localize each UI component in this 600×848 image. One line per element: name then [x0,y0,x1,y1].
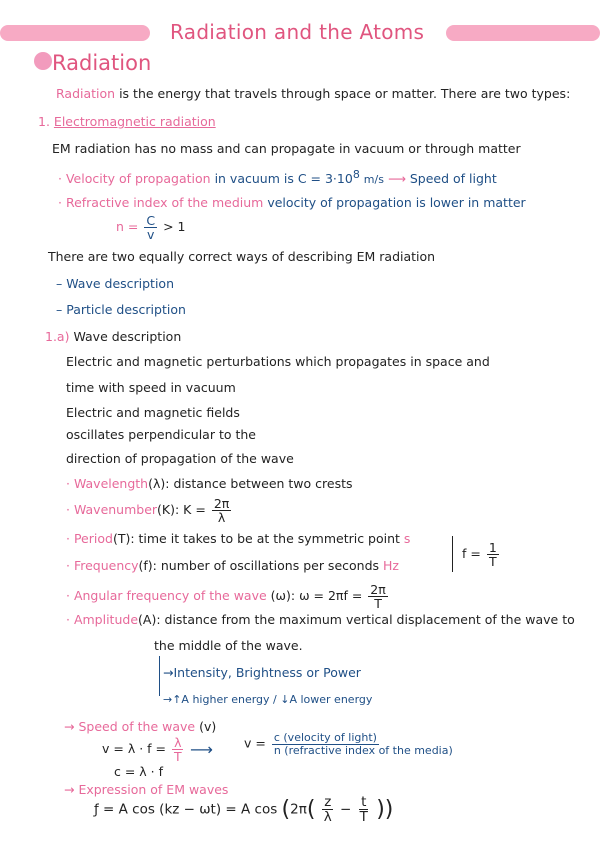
refractive-label: Refractive index of the medium [65,195,264,210]
speed-eq1 [102,736,186,763]
page-title: Radiation and the Atoms [170,20,425,44]
velocity-exp: 8 [352,168,360,181]
speed-eq1-fraction: $\frac{\lambda}{T}$ [173,735,182,765]
wave-line-5: direction of propagation of the wave [66,451,294,466]
refractive-gt: > 1 [163,219,186,235]
subsection-em-heading [38,114,216,129]
wavenumber-fraction: $\frac{2\pi}{\lambda}$ [213,496,230,526]
speed-sym: (v) [199,719,217,734]
expression-eq: ƒ = A cos (kz − ωt) = A cos (2π( $\frac{z}{\lambda}$ − $\frac{t}{T}$ )) [94,794,394,826]
refractive-fraction: $\frac{C}{v}$ [146,213,156,243]
speed-eq3: c = λ · f [114,764,164,779]
frequency-text: (f): number of oscillations per seconds [138,558,380,573]
expression-minus: − [340,801,352,818]
wavelength-line: · Wavelength(λ): distance between two crests [66,476,353,491]
freq-formula-fraction: $\frac{1}{T}$ [488,540,497,570]
subsection-number: 1. [38,114,50,129]
period-unit: s [403,531,411,546]
expression-2pi: 2π [290,801,307,818]
intro-term: Radiation [56,86,116,101]
frequency-unit: Hz [383,558,399,573]
wave-line-1: Electric and magnetic perturbations which propagates in space and [66,354,490,369]
angular-line: · Angular frequency of the wave (ω): ω = 2πf = $\frac{2\pi}{T}$ [66,582,386,612]
frequency-label: Frequency [73,558,139,573]
speed-eq1-lhs: v = λ · f = [102,741,166,757]
freq-formula-lhs: f = [462,546,481,562]
period-label: Period [73,531,113,546]
amplitude-b2-text: ↑A higher energy / ↓A lower energy [172,693,373,706]
velocity-units: m/s [363,173,384,187]
amplitude-connector [159,656,160,696]
speed-arrow: ⟶ [190,740,213,759]
wavelength-label: Wavelength [73,476,149,491]
title-bar-left [0,25,150,41]
amplitude-label: Amplitude [73,612,139,627]
refractive-formula [116,214,185,241]
section-bullet-icon [34,52,52,70]
intro-text: is the energy that travels through space or matter. There are two types: [119,86,571,101]
amplitude-line: · Amplitude(A): distance from the maximum vertical displacement of the wave to [66,612,575,627]
velocity-formula: C = 3·10 [297,171,353,187]
velocity-arrow: ⟶ [387,171,406,187]
speed-label: → Speed of the wave [64,719,196,734]
amplitude-text: (A): distance from the maximum vertical displacement of the wave to [138,612,575,627]
amplitude-bullet-1: →Intensity, Brightness or Power [163,665,361,680]
expression-heading: → Expression of EM waves [64,782,229,797]
period-line: · Period(T): time it takes to be at the symmetric point s [66,531,411,546]
expression-frac-2: $\frac{t}{T}$ [359,794,368,826]
wave-number: 1.a) [45,329,70,344]
freq-formula [462,541,501,568]
wavenumber-line: · Wavenumber(K): K = $\frac{2\pi}{\lambda}$ [66,496,230,526]
wave-line-3: Electric and magnetic fields [66,405,240,420]
wavenumber-label: Wavenumber [73,502,158,518]
expression-eq-lhs: ƒ = A cos (kz − ωt) = A cos [94,801,278,818]
angular-fraction: $\frac{2\pi}{T}$ [370,582,386,612]
wavenumber-text: (K): K = [157,502,206,518]
desc-particle: – Particle description [56,302,186,317]
angular-text: (ω): ω = 2πf = [270,588,363,604]
speed-heading [64,719,216,734]
refractive-n: n = [116,219,139,235]
speed-eq2-fraction: $\frac{\text{c (velocity of light)}}{\text{n (refractive index of the media)}}$ [273,731,453,757]
wavelength-text: (λ): distance between two crests [148,476,353,491]
section-heading: Radiation [52,51,152,75]
velocity-mid: in vacuum is [214,171,294,187]
expression-frac-1: $\frac{z}{\lambda}$ [323,794,332,826]
period-text: (T): time it takes to be at the symmetric point [112,531,400,546]
desc-wave: – Wave description [56,276,175,291]
amplitude-bullet-2: →↑A higher energy / ↓A lower energy [163,693,373,706]
wave-heading [45,329,181,344]
velocity-label: Velocity of propagation [65,171,211,187]
wave-label: Wave description [73,329,182,344]
refractive-text: velocity of propagation is lower in matter [267,195,526,210]
frequency-line: · Frequency(f): number of oscillations per seconds Hz [66,558,399,573]
speed-eq2-lhs: v = [244,735,266,751]
wave-line-4: oscillates perpendicular to the [66,427,256,442]
intro-line [56,86,570,101]
brace-line [452,536,459,572]
title-bar-right [446,25,600,41]
two-ways-line: There are two equally correct ways of describing EM radiation [48,249,436,264]
amplitude-line-2: the middle of the wave. [154,638,303,653]
wave-line-2: time with speed in vacuum [66,380,236,395]
velocity-line: · Velocity of propagation in vacuum is $C = 3\cdot 10^8$ m/s ⟶ Speed of light [58,168,497,187]
refractive-line: · Refractive index of the medium velocity of propagation is lower in matter [58,195,526,210]
em-description: EM radiation has no mass and can propagate in vacuum or through matter [52,141,521,156]
angular-label: Angular frequency of the wave [73,588,267,604]
amplitude-b1-text: Intensity, Brightness or Power [173,665,361,680]
subsection-label: Electromagnetic radiation [53,114,216,129]
velocity-result: Speed of light [409,171,497,187]
speed-eq2 [244,732,457,756]
